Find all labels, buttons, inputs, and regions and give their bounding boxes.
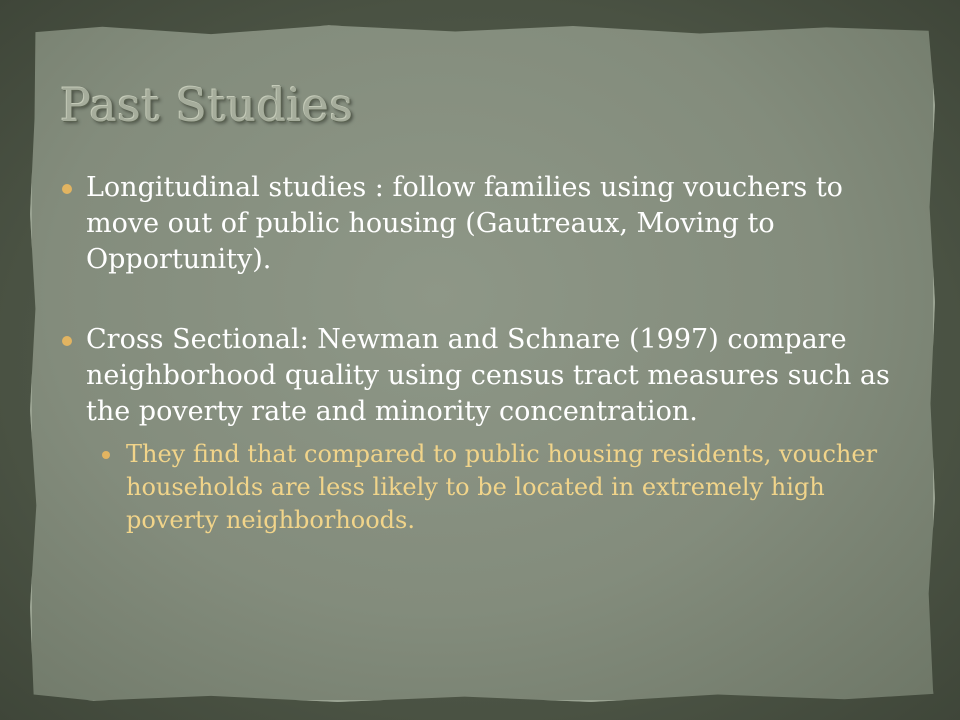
- sub-bullet-item: [102, 438, 892, 537]
- bullet-dot-icon: [62, 184, 72, 194]
- bullet-item: [62, 170, 892, 278]
- sub-bullet-text: They find that compared to public housing residents, voucher households are less likely to be located in extremely high poverty neighborhoods.: [126, 440, 878, 534]
- bullet-text: Longitudinal studies : follow families using vouchers to move out of public housing (Gautreaux, Moving to Opportunity).: [86, 172, 843, 275]
- slide-body: [62, 170, 892, 537]
- bullet-text: Cross Sectional: Newman and Schnare (1997) compare neighborhood quality using census tract measures such as the poverty rate and minority concentration.: [86, 324, 890, 427]
- bullet-dot-icon: [62, 336, 72, 346]
- slide-title: Past Studies: [60, 78, 354, 132]
- bullet-item: [62, 322, 892, 430]
- sub-bullet-dot-icon: [102, 451, 110, 459]
